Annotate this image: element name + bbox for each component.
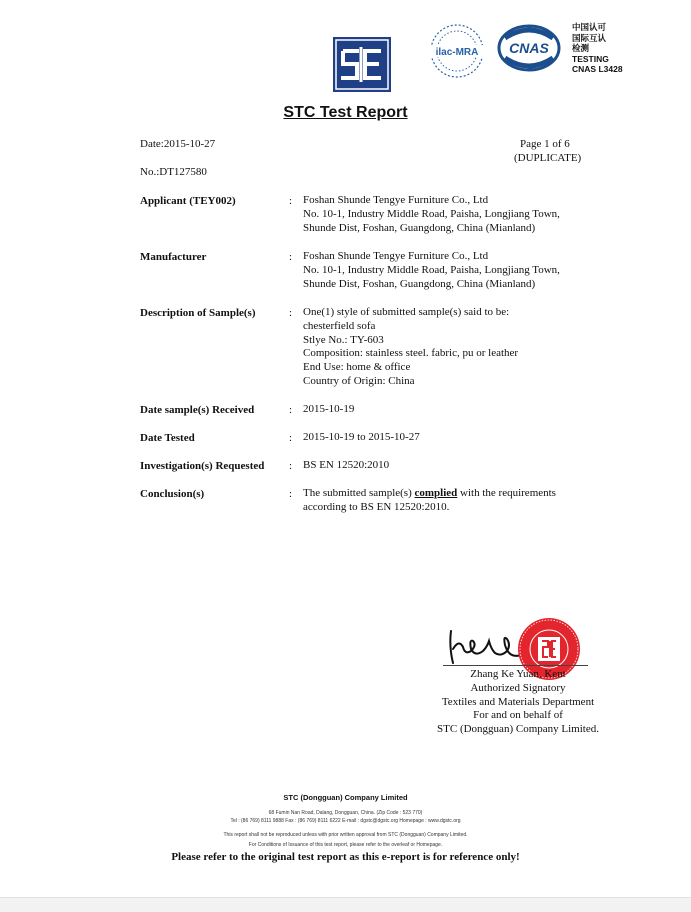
colon: : [289,251,293,263]
footer-address: 68 Fumin Nan Road, Dalang, Dongguan, China. (Zip Code : 523 770) [268,810,423,816]
svg-text:kerl: kerl [445,625,447,626]
colon: : [289,460,293,472]
footer-conditions: For Conditions of Issuance of this test report, please refer to the overleaf or Homepage. [248,842,443,848]
footer-company: STC (Dongguan) Company Limited [283,793,408,802]
ilac-mra-logo-icon [427,23,487,79]
signatory-company: STC (Dongguan) Company Limited. [437,723,599,736]
investigation-label: Investigation(s) Requested [140,460,265,472]
date-received-label: Date sample(s) Received [140,404,255,416]
report-title: STC Test Report [283,104,408,121]
cert-line: 中国认可 [572,22,607,32]
footer-contact: Tel : (86 769) 8111 9888 Fax : (86 769) 8111 6222 E-mail : dgstc@dgstc.org Homepage : www.dgstc.org [230,818,461,824]
signature-line [443,665,588,666]
date-received-value: 2015-10-19 [303,403,355,415]
applicant-label: Applicant (TEY002) [140,195,236,207]
signatory-block [420,668,616,737]
conclusion-label: Conclusion(s) [140,488,205,500]
colon: : [289,488,293,500]
cert-line: 检测 [572,43,590,53]
signatory-name: Zhang Ke Yuan, Kent [470,668,566,680]
report-date: Date:2015-10-27 [140,138,216,150]
investigation-value: BS EN 12520:2010 [303,459,390,471]
cert-line: TESTING [572,53,609,64]
applicant-value: Foshan Shunde Tengye Furniture Co., Ltd No. 10-1, Industry Middle Road, Paisha, Longjiang Town, Shunde Dist, Foshan, Guangdong, China (Mianland) [303,194,560,234]
svg-text:CNAS: CNAS [509,40,549,56]
stc-logo-icon [333,37,391,92]
date-tested-value: 2015-10-19 to 2015-10-27 [303,431,420,443]
svg-text:ilac-MRA: ilac-MRA [435,47,479,58]
cert-line: CNAS L3428 [572,64,623,74]
description-label: Description of Sample(s) [140,307,256,319]
signatory-dept: Textiles and Materials Department [441,695,595,708]
cnas-logo-icon [497,24,561,72]
viewer-bottom-bar [0,897,691,912]
date-tested-label: Date Tested [140,432,195,444]
manufacturer-label: Manufacturer [140,251,207,263]
cert-line: 国际互认 [572,32,607,43]
report-number: No.:DT127580 [140,166,207,178]
colon: : [289,404,293,416]
conclusion-value: The submitted sample(s) complied with the requirements according to BS EN 12520:2010. [303,487,556,513]
reference-notice: Please refer to the original test report as this e-report is for reference only! [171,851,520,863]
colon: : [289,195,293,207]
cnas-cert-text [572,22,623,75]
colon: : [289,432,293,444]
manufacturer-value: Foshan Shunde Tengye Furniture Co., Ltd No. 10-1, Industry Middle Road, Paisha, Longjiang Town, Shunde Dist, Foshan, Guangdong, China (Mianland) [303,250,560,290]
signatory-title: Authorized Signatory [470,681,566,694]
duplicate-label: (DUPLICATE) [514,152,582,164]
colon: : [289,307,293,319]
page-number: Page 1 of 6 [520,138,570,150]
footer-notice: This report shall not be reproduced unless with prior written approval from STC (Dongguan) Company Limited. [223,832,468,838]
description-value: One(1) style of submitted sample(s) said to be: chesterfield sofa Stlye No.: TY-603 Composition: stainless steel. fabric, pu or leather End Use: home & office Country of Origin: China [303,306,519,387]
signatory-behalf: For and on behalf of [473,709,563,722]
